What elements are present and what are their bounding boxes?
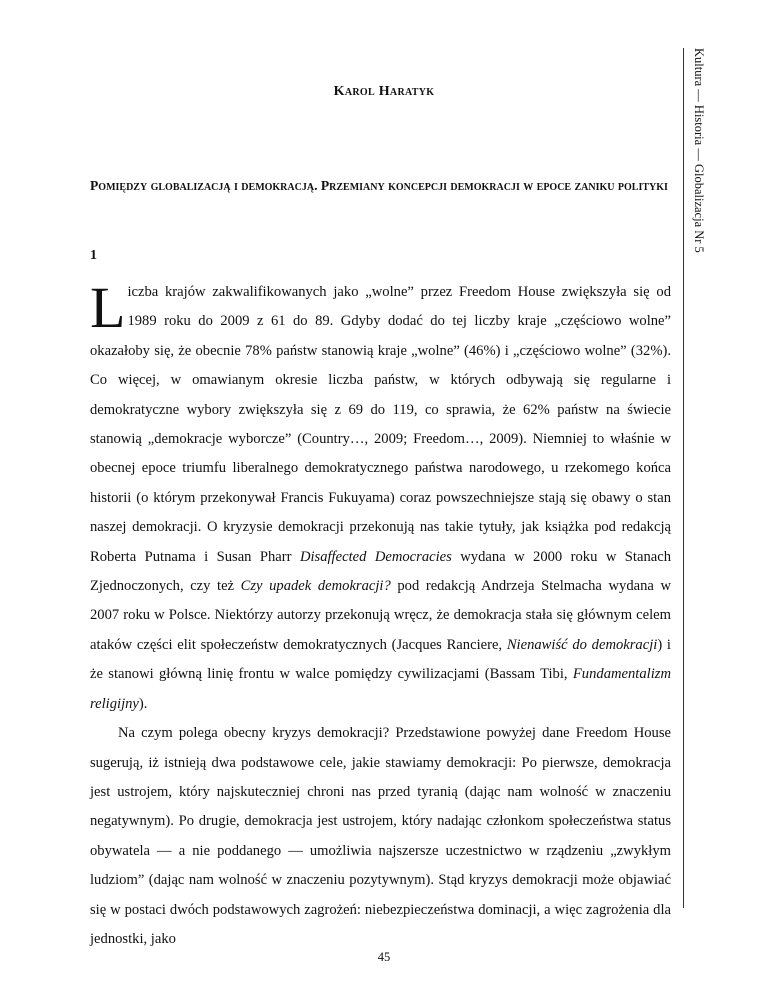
author-name: Karol Haratyk (333, 84, 435, 99)
paragraph-1-text-e: ). (138, 695, 148, 712)
book-title-fundamentalizm: Fundamentalizm religijny (90, 666, 671, 712)
book-title-nienawisc: Nienawiść do demokracji (506, 636, 658, 653)
book-title-disaffected: Disaffected Democracies (299, 548, 452, 565)
paragraph-1 (90, 275, 671, 719)
page-number: 45 (377, 950, 391, 964)
article-title: Pomiędzy globalizacją i demokracją. Przemiany koncepcji demokracji w epoce zaniku polityki (90, 178, 668, 193)
paragraph-1-text-d: ) i że stanowi główną linię frontu w walce pomiędzy cywilizacjami (Bassam Tibi, (90, 636, 671, 683)
side-rule (683, 48, 684, 908)
article-body (90, 275, 671, 954)
section-number: 1 (90, 248, 97, 263)
paragraph-1-text-c: pod redakcją Andrzeja Stelmacha wydana w 2007 roku w Polsce. Niektórzy autorzy przekonują wręcz, że demokracja stała się głównym celem ataków części elit społeczeństw demokratycznych (Jacques Ranciere, (90, 578, 671, 653)
drop-cap: L (90, 275, 126, 340)
paragraph-2: Na czym polega obecny kryzys demokracji? Przedstawione powyżej dane Freedom House sugerują, iż istnieją dwa podstawowe cele, jakie stawiamy demokracji: Po pierwsze, demokracja jest ustrojem, który najskuteczniej chroni nas przed tyranią (dając nam wolność w znaczeniu negatywnym). Po drugie, demokracja jest ustrojem, który nadając członkom społeczeństwa status obywatela — a nie poddanego — umożliwia najszersze uczestnictwo w rządzeniu „zwykłym ludziom” (dając nam wolność w znaczeniu pozytywnym). Stąd kryzys demokracji może objawiać się w postaci dwóch podstawowych zagrożeń: niebezpieczeństwa dominacji, a więc zagrożenia dla jednostki, jako (90, 725, 671, 947)
paragraph-1-text-b: wydana w 2000 roku w Stanach Zjednoczonych, czy też (90, 548, 671, 595)
book-title-czy-upadek: Czy upadek demokracji? (240, 578, 391, 595)
paragraph-1-text-a: iczba krajów zakwalifikowanych jako „wolne” przez Freedom House zwiększyła się od 1989 roku do 2009 z 61 do 89. Gdyby dodać do tej liczby kraje „częściowo wolne” okazałoby się, że obecnie 78% państw stanowią kraje „wolne” (46%) i „częściowo wolne” (32%). Co więcej, w omawianym okresie liczba państw, w których odbywają się regularne i demokratyczne wybory zwiększyła się z 69 do 119, co sprawia, że 62% państw na świecie stanowią „demokracje wyborcze” (Country…, 2009; Freedom…, 2009). Niemniej to właśnie w obecnej epoce triumfu liberalnego demokratycznego państwa narodowego, u rzekomego końca historii (o którym przekonywał Francis Fukuyama) coraz powszechniejsze stają się obawy o stan naszej demokracji. O kryzysie demokracji przekonują nas takie tytuły, jak książka pod redakcją Roberta Putnama i Susan Pharr (90, 284, 671, 565)
journal-side-label: Kultura — Historia — Globalizacja Nr 5 (692, 48, 706, 253)
